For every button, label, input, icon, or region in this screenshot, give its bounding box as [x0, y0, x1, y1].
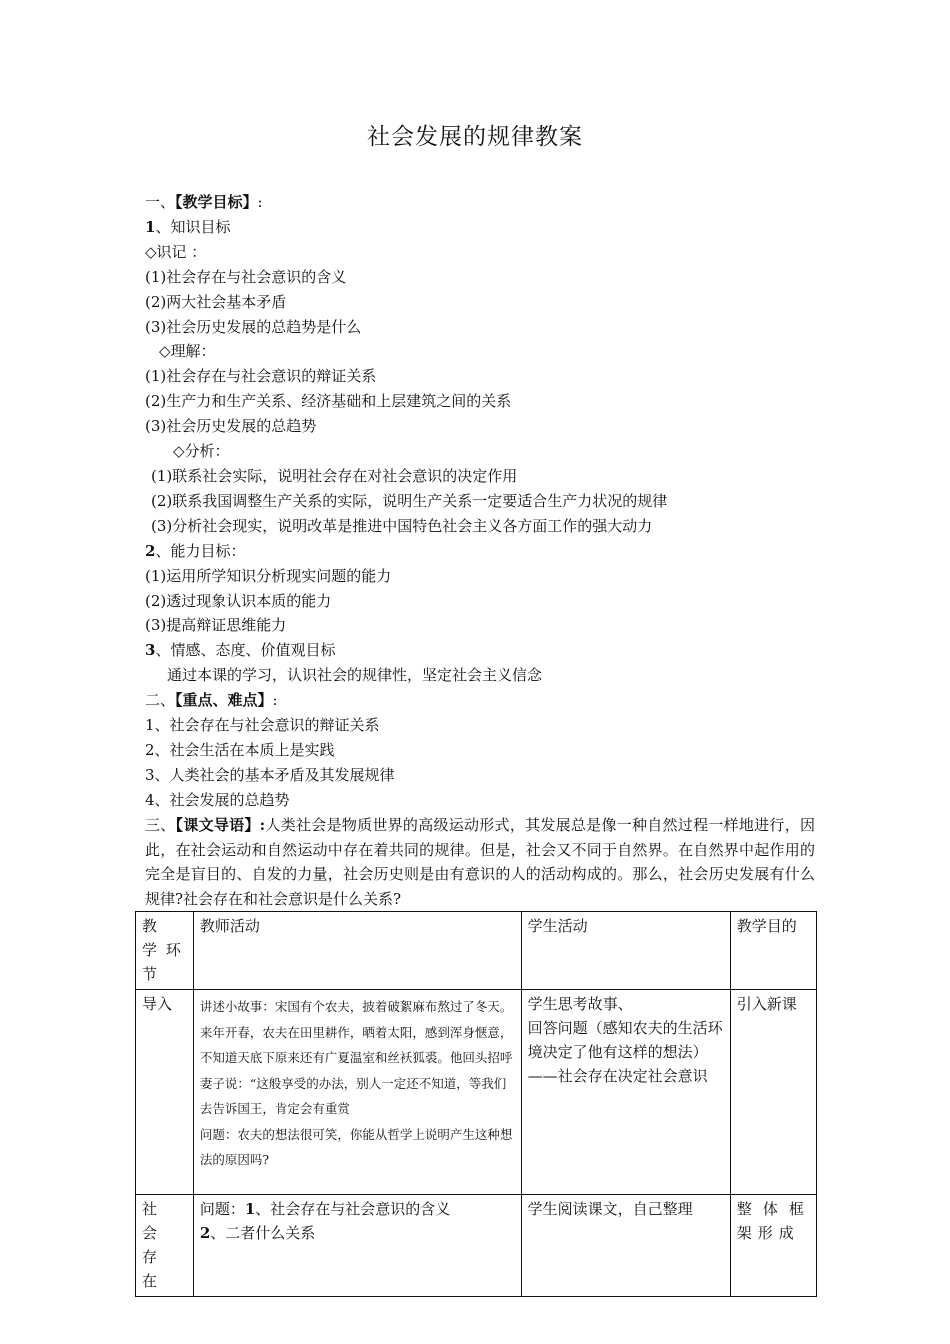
table-header-stage: 教 学环节 [136, 912, 194, 990]
key-point-item: 2、社会生活在本质上是实践 [145, 740, 335, 759]
student-activity-cell: 学生阅读课文，自己整理 [521, 1195, 730, 1297]
recall-label: ◇识记 ： [145, 242, 207, 261]
knowledge-heading [145, 215, 815, 240]
student-activity-cell [521, 990, 730, 1195]
teacher-story-text: 讲述小故事：宋国有个农夫，披着破絮麻布熬过了冬天。来年开春，农夫在田里耕作，晒着太阳，感到浑身惬意，不知道天底下原来还有广夏温室和丝袄狐裘。他回头招呼妻子说：“这般享受的办法，别人一定还不知道，等我们去告诉国王，肯定会有重赏 [199, 999, 513, 1116]
ability-item: (2)透过现象认识本质的能力 [145, 591, 332, 610]
lesson-table [135, 911, 817, 1297]
analyze-label: ◇分析： [173, 442, 230, 461]
heading-bold: 【教学目标】 [175, 193, 258, 211]
key-point-item: 3、人类社会的基本矛盾及其发展规律 [145, 765, 395, 784]
table-header-teacher: 教师活动 [193, 912, 521, 990]
ability-number: 2 [145, 541, 156, 560]
teacher-question-line [200, 1221, 515, 1245]
table-row [136, 990, 817, 1195]
purpose-cell: 整体框架形成 [730, 1195, 816, 1297]
key-point-item: 4、社会发展的总趋势 [145, 790, 290, 809]
understand-item: (3)社会历史发展的总趋势 [145, 417, 317, 436]
stage-cell: 导入 [136, 990, 194, 1195]
heading-prefix: 二、 [145, 691, 176, 710]
teacher-question-text: 问题：农夫的想法很可笑，你能从哲学上说明产生这种想法的原因吗? [199, 1126, 513, 1167]
recall-item: (1)社会存在与社会意识的含义 [145, 267, 347, 286]
table-header-student: 学生活动 [521, 912, 730, 990]
introduction-text: 人类社会是物质世界的高级运动形式，其发展总是像一种自然过程一样地进行，因此，在社会运动和自然运动中存在着共同的规律。但是，社会又不同于自然界。在自然界中起作用的完全是盲目的、自发的力量，社会历史则是由有意识的人的活动构成的。那么，社会历史发展有什么规律?社会存在和社会意识是什么关系? [145, 815, 815, 909]
question-text: 、社会存在与社会意识的含义 [255, 1200, 451, 1218]
question-prefix: 问题： [199, 1200, 245, 1218]
ability-label: 、能力目标： [155, 541, 246, 560]
recall-item: (3)社会历史发展的总趋势是什么 [145, 317, 362, 336]
ability-item: (1)运用所学知识分析现实问题的能力 [145, 566, 392, 585]
understand-label: ◇理解： [159, 342, 216, 361]
ability-heading [145, 539, 815, 564]
emotion-heading [145, 638, 815, 663]
student-activity-line: 回答问题（感知农夫的生活环境决定了他有这样的想法） [527, 1019, 723, 1061]
heading-prefix: 一、 [145, 193, 176, 211]
teacher-question-line [200, 1197, 515, 1221]
question-number: 2 [199, 1224, 211, 1242]
heading-suffix: : [272, 691, 278, 710]
heading-bold: 【重点、难点】 [175, 691, 273, 710]
teacher-activity-cell [193, 1195, 521, 1297]
table-header-row [136, 912, 817, 990]
introduction-paragraph [145, 813, 815, 913]
heading-bold: 【课文导语】: [175, 815, 266, 834]
section-heading-objectives [145, 190, 815, 215]
key-point-item: 1、社会存在与社会意识的辩证关系 [145, 716, 380, 735]
purpose-cell: 引入新课 [730, 990, 816, 1195]
table-header-purpose: 教学目的 [730, 912, 816, 990]
student-activity-line: ——社会存在决定社会意识 [527, 1067, 708, 1085]
knowledge-label: 、知识目标 [155, 217, 231, 236]
understand-item: (2)生产力和生产关系、经济基础和上层建筑之间的关系 [145, 392, 512, 411]
ability-item: (3)提高辩证思维能力 [145, 616, 287, 635]
document-body [145, 190, 815, 912]
emotion-text: 通过本课的学习，认识社会的规律性，坚定社会主义信念 [167, 666, 543, 685]
section-heading-key-points [145, 688, 815, 713]
recall-item: (2)两大社会基本矛盾 [145, 292, 287, 311]
analyze-item: (1)联系社会实际，说明社会存在对社会意识的决定作用 [151, 466, 518, 485]
student-activity-line: 学生思考故事、 [527, 995, 633, 1013]
heading-suffix: : [257, 193, 263, 211]
heading-prefix: 三、 [145, 815, 176, 834]
question-text: 、二者什么关系 [210, 1224, 316, 1242]
emotion-label: 、情感、态度、价值观目标 [155, 641, 336, 660]
table-row [136, 1195, 817, 1297]
stage-cell: 社 会 存 在 [136, 1195, 194, 1297]
teacher-activity-cell [193, 990, 521, 1195]
emotion-number: 3 [145, 641, 156, 660]
understand-item: (1)社会存在与社会意识的辩证关系 [145, 367, 377, 386]
analyze-item: (2)联系我国调整生产关系的实际，说明生产关系一定要适合生产力状况的规律 [151, 491, 668, 510]
page-title: 社会发展的规律教案 [367, 124, 583, 150]
analyze-item: (3)分析社会现实，说明改革是推进中国特色社会主义各方面工作的强大动力 [151, 516, 653, 535]
question-number: 1 [244, 1200, 256, 1218]
knowledge-number: 1 [145, 217, 156, 236]
